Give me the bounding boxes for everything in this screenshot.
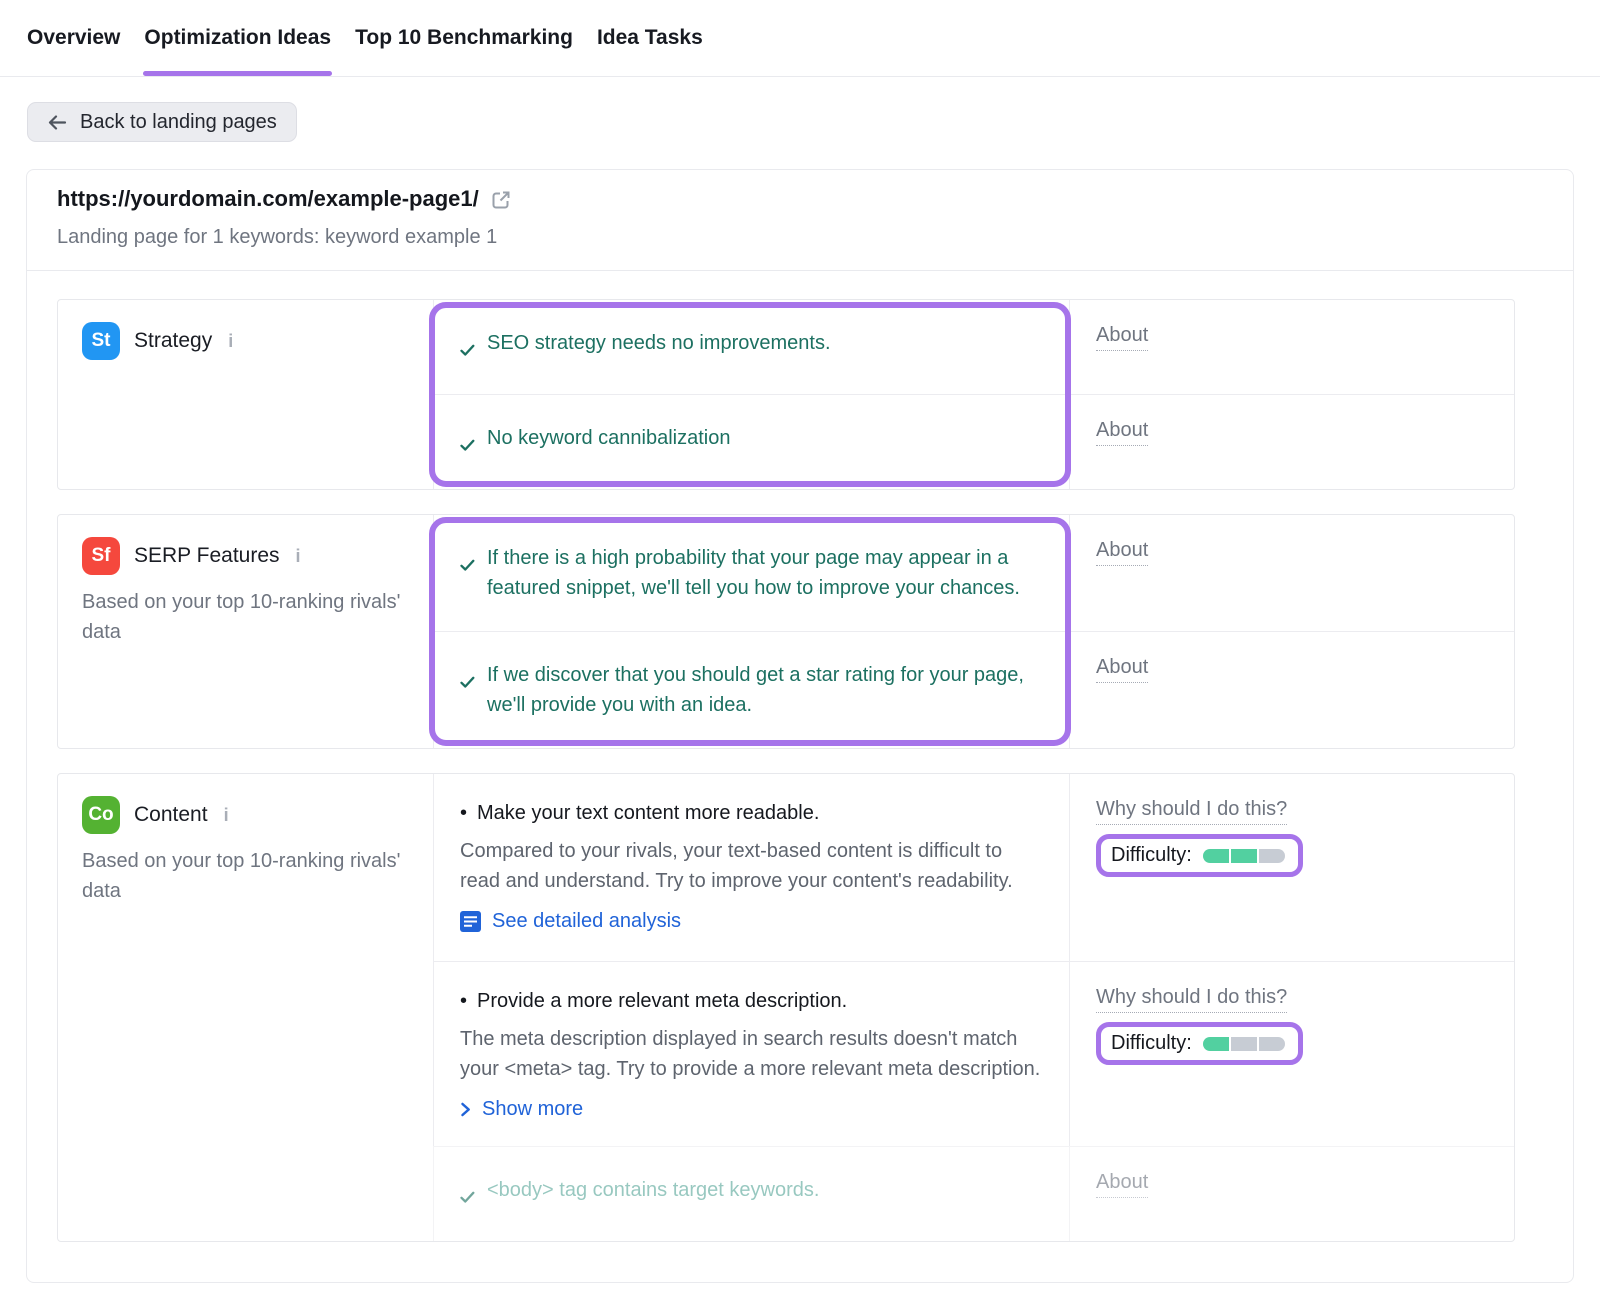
difficulty-label: Difficulty: (1111, 844, 1192, 866)
idea-title (460, 798, 1043, 828)
difficulty-segment (1231, 849, 1257, 863)
section-title: Content (134, 803, 208, 826)
row-side-cell (1069, 774, 1514, 961)
difficulty-segment (1203, 1037, 1229, 1051)
strategy-badge-icon: St (82, 322, 120, 360)
row-side-cell (1069, 300, 1514, 394)
idea-cell (433, 774, 1069, 961)
chevron-right-icon (460, 1102, 471, 1117)
row-side-cell (1069, 515, 1514, 631)
idea-title-text: Provide a more relevant meta description. (477, 990, 848, 1012)
difficulty-bar (1203, 849, 1285, 863)
section-title: SERP Features (134, 544, 280, 567)
check-icon (460, 1183, 475, 1213)
section-subtitle: Based on your top 10-ranking rivals' data (82, 850, 401, 902)
page-url: https://yourdomain.com/example-page1/ (57, 186, 479, 211)
difficulty-label: Difficulty: (1111, 1032, 1192, 1054)
show-more-link[interactable] (460, 1098, 583, 1121)
info-icon[interactable]: i (228, 330, 234, 351)
difficulty-segment (1259, 1037, 1285, 1051)
check-item-text: If there is a high probability that your page may appear in a featured snippet, we'll tell you how to improve your chances. (487, 547, 1020, 599)
row-side-cell (1069, 961, 1514, 1146)
analysis-report-icon (460, 911, 481, 932)
section-category-cell (58, 300, 433, 489)
check-icon (460, 431, 475, 461)
section-title: Strategy (134, 329, 213, 352)
serp-features-badge-icon: Sf (82, 537, 120, 575)
external-link-icon[interactable] (490, 189, 512, 211)
see-detailed-analysis-link[interactable] (460, 910, 681, 933)
top-tab-bar (0, 0, 1600, 77)
check-item-text: If we discover that you should get a star rating for your page, we'll provide you with an idea. (487, 664, 1024, 716)
about-link[interactable]: About (1096, 419, 1148, 446)
tab-optimization-ideas[interactable]: Optimization Ideas (144, 0, 331, 76)
back-to-landing-pages-button[interactable] (27, 102, 297, 142)
check-item-text: No keyword cannibalization (487, 427, 731, 449)
row-side-cell (1069, 394, 1514, 489)
check-icon (460, 336, 475, 366)
difficulty-indicator (1096, 1022, 1303, 1065)
bullet-marker: • (460, 802, 468, 824)
difficulty-segment (1231, 1037, 1257, 1051)
action-label: See detailed analysis (492, 910, 682, 932)
tab-overview[interactable]: Overview (27, 26, 121, 49)
check-icon (460, 551, 475, 603)
about-link[interactable]: About (1096, 1171, 1148, 1198)
section-category-cell (58, 774, 433, 1241)
idea-description: Compared to your rivals, your text-based content is difficult to read and understand. Try to improve your content's readability. (460, 840, 1013, 892)
check-item (433, 631, 1069, 748)
tab-top-10-benchmarking[interactable]: Top 10 Benchmarking (355, 26, 573, 49)
idea-description: The meta description displayed in search results doesn't match your <meta> tag. Try to provide a more relevant meta description. (460, 1028, 1041, 1080)
check-item-text: SEO strategy needs no improvements. (487, 332, 831, 354)
why-should-i-do-this-link[interactable]: Why should I do this? (1096, 798, 1287, 825)
check-item (433, 394, 1069, 489)
tab-idea-tasks[interactable]: Idea Tasks (596, 26, 703, 49)
row-side-cell (1069, 1146, 1514, 1241)
back-button-label: Back to landing pages (80, 110, 277, 133)
idea-title-text: Make your text content more readable. (477, 802, 820, 824)
check-icon (460, 668, 475, 720)
idea-cell (433, 961, 1069, 1146)
check-item (433, 1146, 1069, 1241)
row-side-cell (1069, 631, 1514, 748)
optimization-sections (27, 271, 1573, 1282)
back-arrow-icon (47, 114, 67, 131)
info-icon[interactable]: i (295, 545, 301, 566)
about-link[interactable]: About (1096, 539, 1148, 566)
check-item (433, 300, 1069, 394)
section-strategy (57, 299, 1515, 490)
section-subtitle: Based on your top 10-ranking rivals' data (82, 591, 401, 643)
card-header (27, 170, 1573, 271)
about-link[interactable]: About (1096, 656, 1148, 683)
difficulty-indicator (1096, 834, 1303, 877)
section-serp-features (57, 514, 1515, 749)
difficulty-segment (1203, 849, 1229, 863)
why-should-i-do-this-link[interactable]: Why should I do this? (1096, 986, 1287, 1013)
difficulty-bar (1203, 1037, 1285, 1051)
section-category-cell (58, 515, 433, 748)
check-item (433, 515, 1069, 631)
content-badge-icon: Co (82, 796, 120, 834)
section-content (57, 773, 1515, 1242)
info-icon[interactable]: i (223, 804, 229, 825)
idea-title (460, 986, 1043, 1016)
bullet-marker: • (460, 990, 468, 1012)
difficulty-segment (1259, 849, 1285, 863)
about-link[interactable]: About (1096, 324, 1148, 351)
check-item-text: <body> tag contains target keywords. (487, 1179, 820, 1201)
landing-page-card (26, 169, 1574, 1283)
action-label: Show more (482, 1098, 584, 1120)
page-subtitle: Landing page for 1 keywords: keyword example 1 (57, 226, 498, 248)
